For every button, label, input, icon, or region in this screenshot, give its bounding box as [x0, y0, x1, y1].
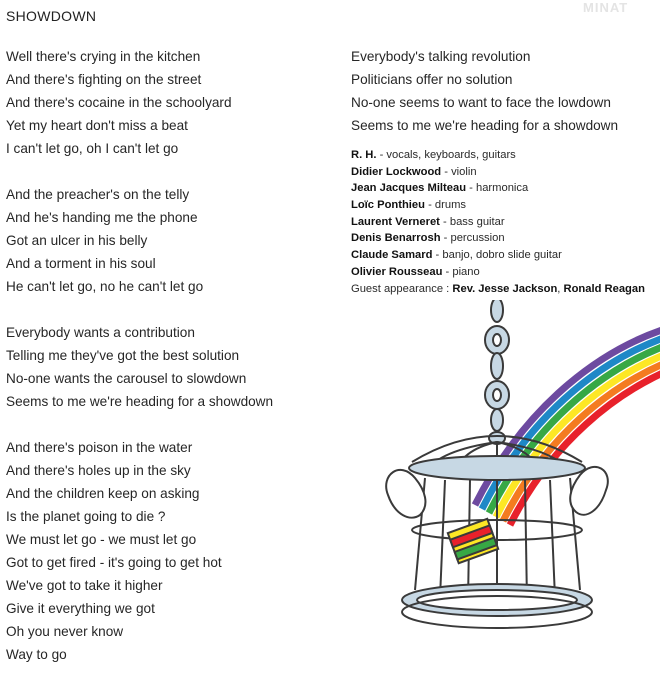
lyric-line: And the children keep on asking	[6, 486, 200, 501]
musician-name: Olivier Rousseau	[351, 265, 443, 278]
musician-role: - drums	[424, 199, 466, 212]
lyric-line: Give it everything we got	[6, 601, 155, 616]
chain-illustration	[485, 300, 509, 444]
musician-name: Denis Benarrosh	[351, 232, 441, 245]
musician-role: - vocals, keyboards, guitars	[376, 149, 516, 161]
lyric-line: Telling me they've got the best solution	[6, 348, 240, 363]
verse-1	[6, 45, 336, 160]
lyric-line: And there's holes up in the sky	[6, 463, 191, 478]
musician-role: - violin	[441, 165, 477, 178]
lyric-line: Yet my heart don't miss a beat	[6, 118, 188, 133]
lyric-line: Is the planet going to die ?	[6, 509, 166, 524]
guest-appearance-row	[351, 281, 660, 298]
musician-role: - harmonica	[466, 182, 529, 195]
lyric-line: Oh you never know	[6, 624, 124, 639]
guest-label: Guest appearance :	[351, 282, 453, 295]
bleed-through-text: MINAT	[583, 0, 629, 15]
lyric-line: Well there's crying in the kitchen	[6, 49, 201, 64]
musician-role: - percussion	[440, 232, 505, 245]
lyric-line: And the preacher's on the telly	[6, 187, 190, 202]
musician-role: - banjo, dobro slide guitar	[432, 249, 562, 262]
credit-row	[351, 197, 660, 214]
lyric-line: We've got to take it higher	[6, 578, 163, 593]
lyric-line: Politicians offer no solution	[351, 72, 513, 87]
lyrics-left-column	[6, 45, 336, 666]
musician-name: Laurent Verneret	[351, 215, 440, 228]
lyric-line: Seems to me we're heading for a showdown	[6, 394, 274, 409]
lyric-line: Seems to me we're heading for a showdown	[351, 118, 619, 133]
credit-row	[351, 214, 660, 231]
lyric-line: And there's poison in the water	[6, 440, 193, 455]
lyric-line: No-one wants the carousel to slowdown	[6, 371, 247, 386]
lyric-line: He can't let go, no he can't let go	[6, 279, 204, 294]
lyric-line: We must let go - we must let go	[6, 532, 197, 547]
musician-name: Jean Jacques Milteau	[351, 182, 467, 195]
caged-rainbow-illustration	[370, 300, 660, 645]
lyric-line: And there's fighting on the street	[6, 72, 202, 87]
lyric-line: Got an ulcer in his belly	[6, 233, 148, 248]
musician-name: Claude Samard	[351, 249, 433, 262]
credit-row	[351, 180, 660, 197]
guest-separator: ,	[557, 282, 564, 295]
lyric-line: Everybody's talking revolution	[351, 49, 531, 64]
credit-row	[351, 247, 660, 264]
credit-row	[351, 164, 660, 181]
birdcage-illustration	[386, 436, 608, 628]
credit-row	[351, 264, 660, 281]
musician-name: Loïc Ponthieu	[351, 199, 425, 212]
lyric-line: No-one seems to want to face the lowdown	[351, 95, 611, 110]
verse-3	[6, 436, 336, 666]
credits-list	[351, 147, 660, 297]
credit-row	[351, 230, 660, 247]
lyric-line: Everybody wants a contribution	[6, 325, 195, 340]
verse-2	[6, 183, 336, 298]
lyric-line: Way to go	[6, 647, 67, 662]
musician-role: - piano	[442, 265, 480, 278]
lyric-line: And there's cocaine in the schoolyard	[6, 95, 232, 110]
lyric-line: Got to get fired - it's going to get hot	[6, 555, 222, 570]
guest-name: Rev. Jesse Jackson	[452, 282, 558, 295]
lyrics-right-column	[351, 45, 660, 137]
chorus	[6, 321, 336, 413]
guest-name: Ronald Reagan	[563, 282, 645, 295]
lyric-line: I can't let go, oh I can't let go	[6, 141, 179, 156]
musician-name: R. H.	[351, 149, 377, 161]
lyric-line: And he's handing me the phone	[6, 210, 198, 225]
musician-role: - bass guitar	[439, 215, 505, 228]
credit-row	[351, 147, 660, 164]
lyric-line: And a torment in his soul	[6, 256, 156, 271]
song-title: SHOWDOWN	[6, 8, 97, 24]
musician-name: Didier Lockwood	[351, 165, 442, 178]
